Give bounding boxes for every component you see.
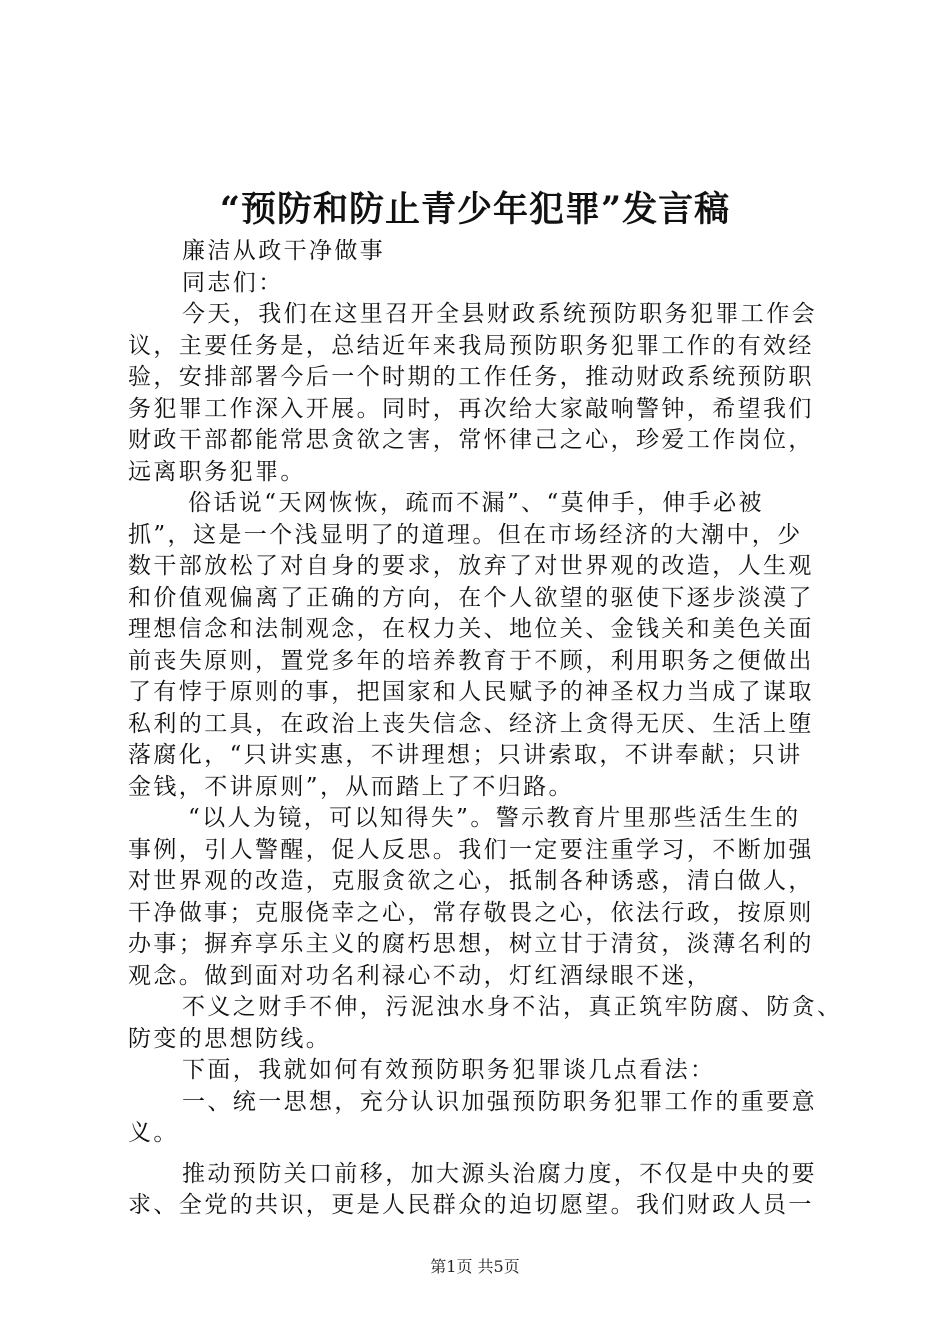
text-line: 财政干部都能常思贪欲之害，常怀律己之心，珍爱工作岗位， xyxy=(128,427,814,453)
text-line: 不义之财手不伸，污泥浊水身不沾，真正筑牢防腐、防贪、 xyxy=(182,994,843,1020)
text-line: 抓”，这是一个浅显明了的道理。但在市场经济的大潮中，少 xyxy=(128,521,803,548)
text-line: 推动预防关口前移，加大源头治腐力度，不仅是中央的要 xyxy=(182,1160,817,1187)
text-line: 落腐化，“只讲实惠，不讲理想；只讲索取，不讲奉献；只讲 xyxy=(128,742,803,768)
text-line: 远离职务犯罪。 xyxy=(128,458,306,485)
text-line: 今天，我们在这里召开全县财政系统预防职务犯罪工作会 xyxy=(182,301,817,327)
text-line: 事例，引人警醒，促人反思。我们一定要注重学习，不断加强 xyxy=(128,836,814,863)
document-title: “预防和防止青少年犯罪”发言稿 xyxy=(219,189,731,230)
text-line: 一、统一思想，充分认识加强预防职务犯罪工作的重要意 xyxy=(182,1088,817,1115)
document-body xyxy=(128,236,843,1222)
text-line: 务犯罪工作深入开展。同时，再次给大家敲响警钟，希望我们 xyxy=(128,395,814,422)
text-line: 同志们： xyxy=(182,269,284,296)
text-line: 办事；摒弃享乐主义的腐朽思想，树立甘于清贫，淡薄名利的 xyxy=(128,931,814,957)
text-line: 数干部放松了对自身的要求，放弃了对世界观的改造，人生观 xyxy=(128,553,814,579)
page-footer: 第1页 共5页 xyxy=(430,1257,520,1276)
text-line: 对世界观的改造，克服贪欲之心，抵制各种诱惑，清白做人， xyxy=(128,868,814,894)
text-line: 了有悖于原则的事，把国家和人民赋予的神圣权力当成了谋取 xyxy=(128,679,814,705)
text-line: 私利的工具，在政治上丧失信念、经济上贪得无厌、生活上堕 xyxy=(128,710,814,737)
text-line: “以人为镜，可以知得失”。警示教育片里那些活生生的 xyxy=(188,805,801,831)
text-line: 干净做事；克服侥幸之心，常存敬畏之心，依法行政，按原则 xyxy=(128,899,814,926)
text-line: 理想信念和法制观念，在权力关、地位关、金钱关和美色关面 xyxy=(128,616,814,642)
text-line: 求、全党的共识，更是人民群众的迫切愿望。我们财政人员一 xyxy=(128,1192,814,1218)
text-line: 和价值观偏离了正确的方向，在个人欲望的驱使下逐步淡漠了 xyxy=(128,584,814,611)
text-line: 俗话说“天网恢恢，疏而不漏”、“莫伸手，伸手必被 xyxy=(188,490,764,516)
text-line: 义。 xyxy=(128,1120,179,1146)
text-line: 防变的思想防线。 xyxy=(128,1025,332,1052)
text-line: 验，安排部署今后一个时期的工作任务，推动财政系统预防职 xyxy=(128,364,814,390)
text-line: 议，主要任务是，总结近年来我局预防职务犯罪工作的有效经 xyxy=(128,332,814,359)
text-line: 廉洁从政干净做事 xyxy=(182,238,386,264)
text-line: 观念。做到面对功名利禄心不动，灯红酒绿眼不迷， xyxy=(128,962,713,989)
text-line: 金钱，不讲原则”，从而踏上了不归路。 xyxy=(128,773,574,800)
text-line: 下面，我就如何有效预防职务犯罪谈几点看法： xyxy=(182,1057,716,1083)
text-line: 前丧失原则，置党多年的培养教育于不顾，利用职务之便做出 xyxy=(128,647,814,674)
